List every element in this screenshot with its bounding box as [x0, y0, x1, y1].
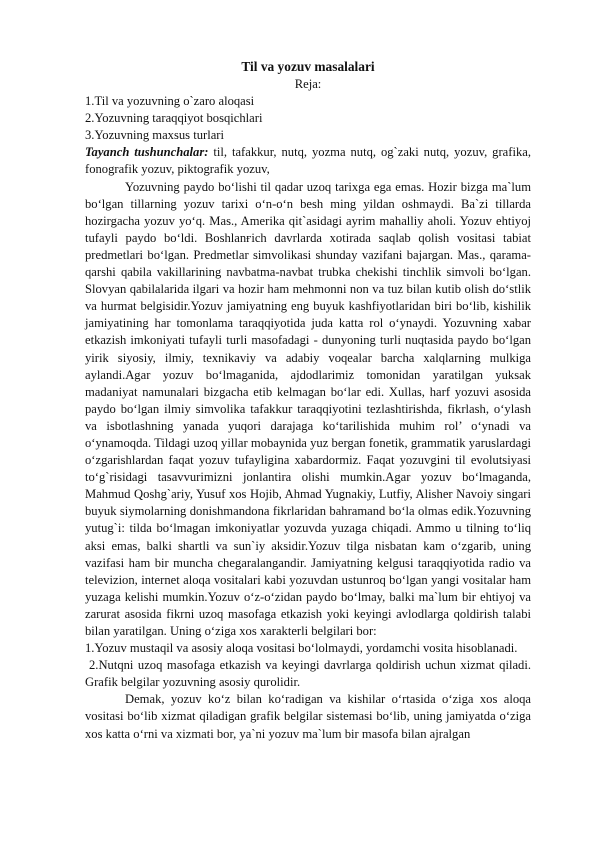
feature-item-2: 2.Nutqni uzoq masofaga etkazish va keyingi davrlarga qoldirish uchun xizmat qiladi. Grafik belgilar yozuvning asosiy qurolidir.	[85, 658, 531, 690]
plan-item-3: 3.Yozuvning maxsus turlari	[85, 128, 224, 143]
plan-item-1: 1.Til va yozuvning o`zaro aloqasi	[85, 94, 255, 109]
final-paragraph: Demak, yozuv ko‘z bilan ko‘radigan va kishilar o‘rtasida o‘ziga xos aloqa vositasi bo‘lib xizmat qiladigan grafik belgilar sistemasi bo‘lib, uning jamiyatda o‘ziga xos katta o‘rni va xizmati bor, ya`ni yozuv ma`lum bir masofa bilan ajralgan	[85, 692, 531, 741]
plan-heading: Reja:	[294, 77, 322, 91]
plan-item-2: 2.Yozuvning taraqqiyot bosqichlari	[85, 111, 263, 126]
document-page	[85, 58, 531, 743]
keywords-paragraph	[85, 144, 531, 178]
feature-item-1: 1.Yozuv mustaqil va asosiy aloqa vositasi bo‘lolmaydi, yordamchi vosita hisoblanadi.	[85, 641, 518, 656]
document-title: Til va yozuv masalalari	[241, 59, 375, 74]
keywords-label: Tayanch tushunchalar:	[85, 145, 209, 160]
keywords-text: til, tafakkur, nutq, yozma nutq, og`zaki nutq, yozuv, grafika, fonografik yozuv, piktografik yozuv,	[85, 145, 531, 177]
main-paragraph: Yozuvning paydo bo‘lishi til qadar uzoq tarixga ega emas. Hozir bizga ma`lum bo‘lgan tillarning yozuv tarixi o‘n-o‘n besh ming yildan oshmaydi. Ba`zi tillarda hozirgacha yozuv yo‘q. Mas., Amerika qit`asidagi ayrim mahalliy aholi. Yozuv ehtiyoj tufayli paydo bo‘ldi. Boshlanғich davrlarda xotirada saqlab qolish vositasi tabiat predmetlari bo‘lgan. Predmetlar simvolikasi shunday vazifani bajargan. Mas., qarama-qarshi qabila vakillarining navbatma-navbat trubka chekishi tinchlik simvoli bo‘lgan. Slovyan qabilalarida ilgari va hozir ham mehmonni non va tuz bilan kutib olish do‘stlik va hurmat belgisidir.Yozuv jamiyatning eng buyuk kashfiyotlaridan biri bo‘lib, kishilik jamiyatining har tomonlama taraqqiyotida juda katta rol o‘ynaydi. Yozuvning xabar etkazish imkoniyati tufayli turli masofadagi - dunyoning turli nuqtasida paydo bo‘lgan yirik siyosiy, ilmiy, texnikaviy va adabiy voqealar barcha xalqlarning mulkiga aylandi.Agar yozuv bo‘lmaganida, ajdodlarimiz tomonidan yaratilgan yuksak madaniyat namunalari bizgacha etib kelmagan bo‘lar edi. Xullas, harf yozuvi asosida paydo bo‘lgan ilmiy simvolika tafakkur taraqqiyotini tezlashtirishda, fikrlash, o‘ylash va isbotlashning yanada yuqori darajaga ko‘tarilishida muhim rol’ o‘ynadi va o‘ynamoqda. Tildagi uzoq yillar mobaynida yuz bergan fonetik, grammatik yaruslardagi o‘zgarishlardan faqat yozuv tufayligina xabardormiz. Faqat yozuvgini til evolutsiyasi to‘g`risidagi tasavvurimizni jonlantira olishi mumkin.Agar yozuv bo‘lmaganda, Mahmud Qoshg`ariy, Yusuf xos Hojib, Ahmad Yugnakiy, Lutfiy, Alisher Navoiy singari buyuk siymolarning donishmandona fikrlaridan bahramand bo‘la olmas edik.Yozuvning yutug`i: tilda bo‘lmagan imkoniyatlar yozuvda yuzaga chiqadi. Ammo u tilning to‘liq aksi emas, balki shartli va sun`iy aksidir.Yozuv tilga nisbatan kam o‘zgarib, uning vazifasi ham bir muncha chegaralangandir. Jamiyatning kelgusi taraqqiyotida radio va televizion, internet aloqa vositalari kabi yozuvdan ustunroq bo‘lgan yangi vositalar ham yuzaga kelishi mumkin.Yozuv o‘z-o‘zidan paydo bo‘lmay, balki ma`lum bir ehtiyoj va zarurat asosida fikrni uzoq masofaga etkazish yoki keyingi avlodlarga qoldirish talabi bilan yaratilgan. Uning o‘ziga xos xarakterli belgilari bor:	[85, 179, 531, 638]
